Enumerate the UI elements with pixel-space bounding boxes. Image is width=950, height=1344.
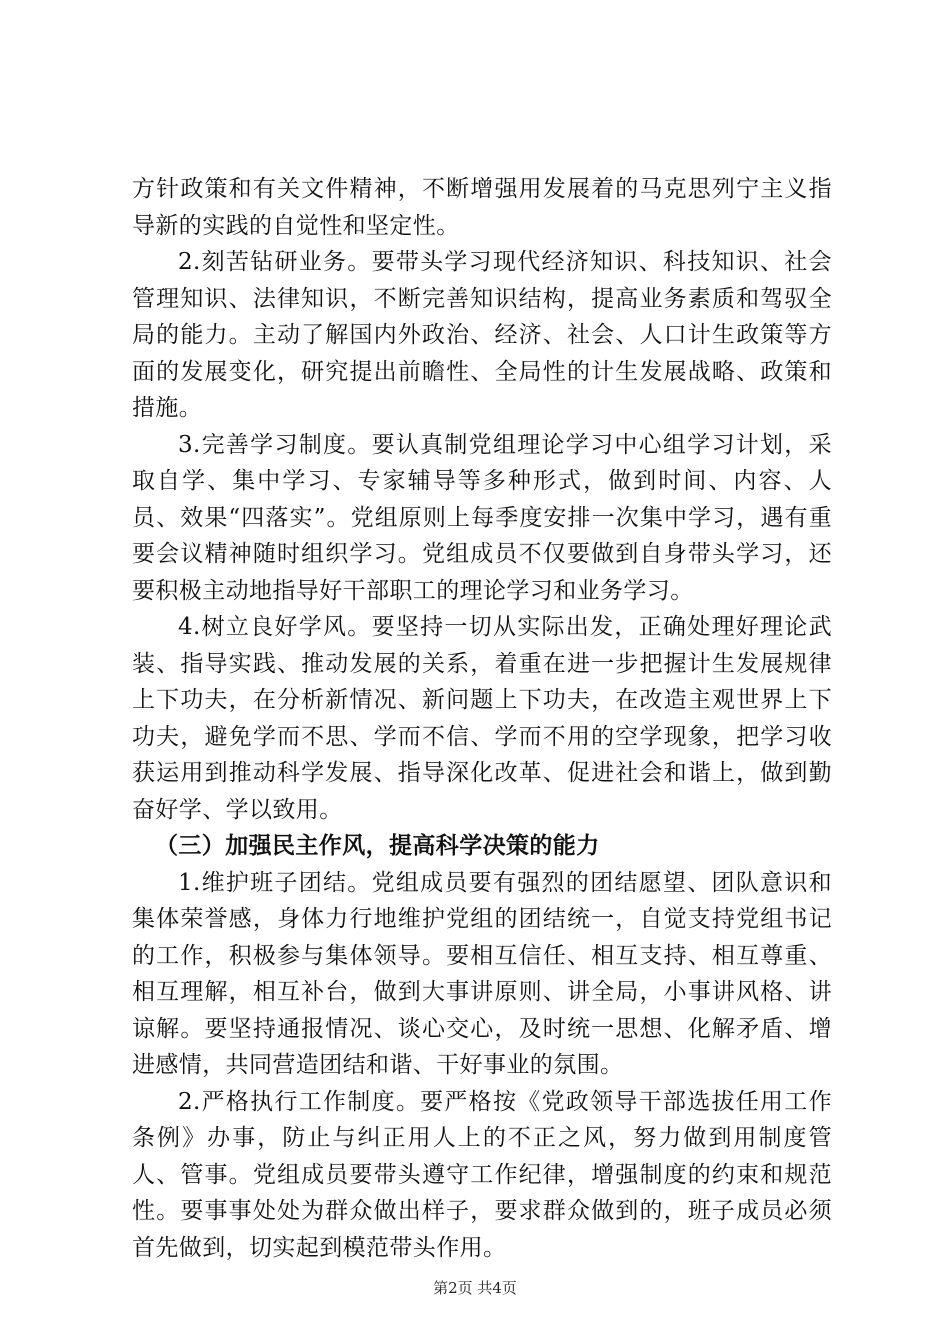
- page-number-footer: 第2页 共4页: [433, 1279, 517, 1297]
- document-body: [132, 171, 832, 1266]
- paragraph-study-system: 3.完善学习制度。要认真制党组理论学习中心组学习计划，采取自学、集中学习、专家辅导等多种形式，做到时间、内容、人员、效果“四落实”。党组原则上每季度安排一次集中学习，遇有重要会议精神随时组织学习。党组成员不仅要做到自身带头学习，还要积极主动地指导好干部职工的理论学习和业务学习。: [132, 431, 832, 604]
- paragraph-study-style: 4.树立良好学风。要坚持一切从实际出发，正确处理好理论武装、指导实践、推动发展的关系，着重在进一步把握计生发展规律上下功夫，在分析新情况、新问题上下功夫，在改造主观世界上下功夫，避免学而不思、学而不信、学而不用的空学现象，把学习收获运用到推动科学发展、指导深化改革、促进社会和谐上，做到勤奋好学、学以致用。: [132, 614, 832, 823]
- paragraph-work-system: 2.严格执行工作制度。要严格按《党政领导干部选拔任用工作条例》办事，防止与纠正用人上的不正之风，努力做到用制度管人、管事。党组成员要带头遵守工作纪律，增强制度的约束和规范性。要事事处处为群众做出样子，要求群众做到的，班子成员必须首先做到，切实起到模范带头作用。: [132, 1088, 832, 1261]
- section-heading: （三）加强民主作风，提高科学决策的能力: [155, 832, 600, 859]
- paragraph-team-unity: 1.维护班子团结。党组成员要有强烈的团结愿望、团队意识和集体荣誉感，身体力行地维护党组的团结统一，自觉支持党组书记的工作，积极参与集体领导。要相互信任、相互支持、相互尊重、相互理解，相互补台，做到大事讲原则、讲全局，小事讲风格、讲谅解。要坚持通报情况、谈心交心，及时统一思想、化解矛盾、增进感情，共同营造团结和谐、干好事业的氛围。: [132, 869, 832, 1078]
- paragraph-continuation: 方针政策和有关文件精神，不断增强用发展着的马克思列宁主义指导新的实践的自觉性和坚定性。: [132, 176, 832, 239]
- paragraph-study-business: 2.刻苦钻研业务。要带头学习现代经济知识、科技知识、社会管理知识、法律知识，不断完善知识结构，提高业务素质和驾驭全局的能力。主动了解国内外政治、经济、社会、人口计生政策等方面的发展变化，研究提出前瞻性、全局性的计生发展战略、政策和措施。: [132, 249, 832, 421]
